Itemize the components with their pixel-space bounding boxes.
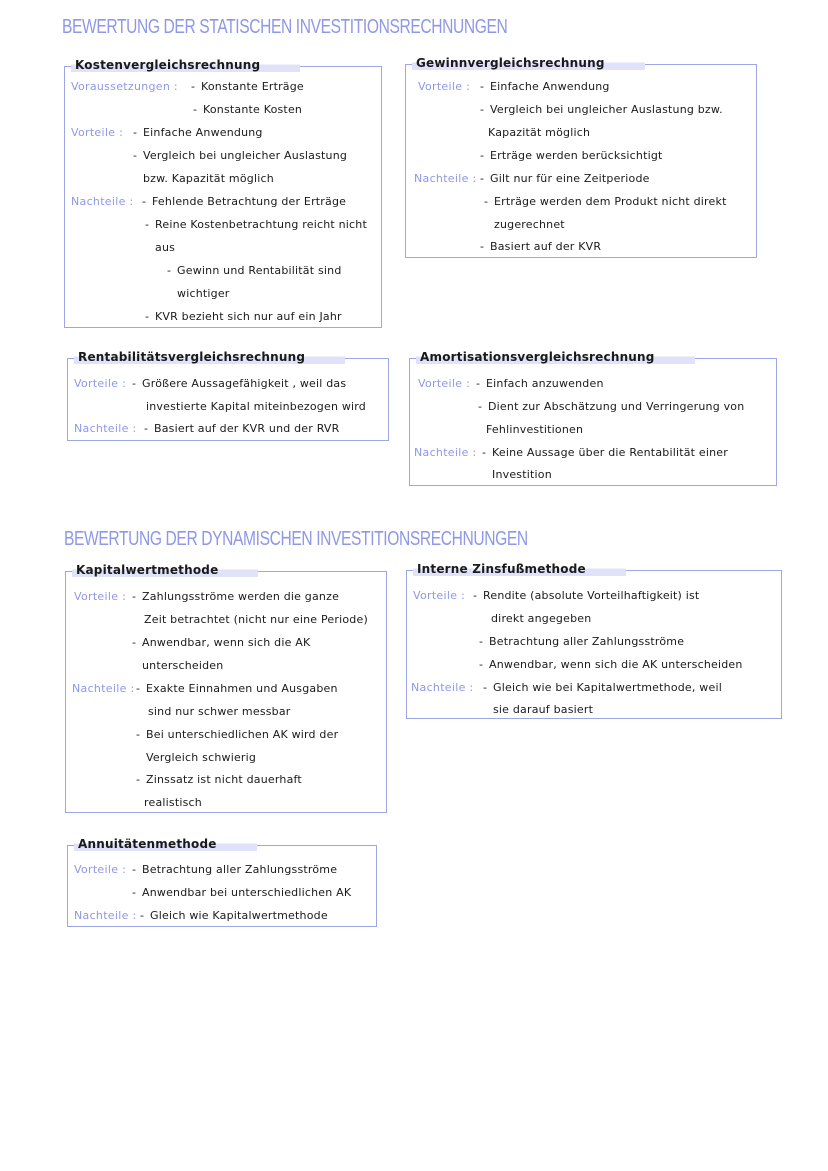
vorteile-label: Vorteile : xyxy=(74,863,127,876)
vorteile-label: Vorteile : xyxy=(74,590,127,603)
list-item-continuation: unterscheiden xyxy=(142,659,224,672)
list-item: - Betrachtung aller Zahlungsströme xyxy=(132,863,338,876)
list-item: - Einfache Anwendung xyxy=(133,126,263,139)
nachteile-label: Nachteile : xyxy=(74,909,137,922)
nachteile-label: Nachteile : xyxy=(414,172,477,185)
list-item: - Gewinn und Rentabilität sind xyxy=(167,264,342,277)
nachteile-label: Nachteile : xyxy=(72,682,135,695)
list-item: - Basiert auf der KVR und der RVR xyxy=(144,422,340,435)
nachteile-label: Nachteile : xyxy=(74,422,137,435)
list-item: - Keine Aussage über die Rentabilität einer xyxy=(482,446,728,459)
list-item-continuation: bzw. Kapazität möglich xyxy=(143,172,274,185)
list-item: - Vergleich bei ungleicher Auslastung xyxy=(133,149,348,162)
kapitalwertmethode-title: Kapitalwertmethode xyxy=(72,563,258,577)
vorteile-label: Vorteile : xyxy=(71,126,124,139)
list-item-continuation: Vergleich schwierig xyxy=(146,751,257,764)
list-item: - Gleich wie Kapitalwertmethode xyxy=(140,909,328,922)
list-item: - Erträge werden berücksichtigt xyxy=(480,149,663,162)
list-item: - Gilt nur für eine Zeitperiode xyxy=(480,172,650,185)
vorteile-label: Vorteile : xyxy=(418,80,471,93)
kostenvergleich-title: Kostenvergleichsrechnung xyxy=(71,58,300,72)
vorteile-label: Vorteile : xyxy=(413,589,466,602)
list-item-continuation: Zeit betrachtet (nicht nur eine Periode) xyxy=(144,613,368,626)
vorteile-label: Vorteile : xyxy=(74,377,127,390)
amortisationsvergleich-box xyxy=(409,350,777,486)
list-item: - Größere Aussagefähigkeit , weil das xyxy=(132,377,347,390)
list-item-continuation: investierte Kapital miteinbezogen wird xyxy=(146,400,366,413)
list-item: - Basiert auf der KVR xyxy=(480,240,602,253)
list-item: - Anwendbar bei unterschiedlichen AK xyxy=(132,886,352,899)
amortisationsvergleich-title: Amortisationsvergleichsrechnung xyxy=(416,350,695,364)
static-section-heading: BEWERTUNG DER STATISCHEN INVESTITIONSRECHNUNGEN xyxy=(62,16,508,38)
list-item: - Bei unterschiedlichen AK wird der xyxy=(136,728,339,741)
interne-zinsfussmethode-box xyxy=(406,562,782,719)
vorteile-label: Vorteile : xyxy=(418,377,471,390)
rentabilitaetsvergleich-title: Rentabilitätsvergleichsrechnung xyxy=(74,350,345,364)
list-item: - KVR bezieht sich nur auf ein Jahr xyxy=(145,310,342,323)
list-item: - Konstante Kosten xyxy=(193,103,303,116)
nachteile-label: Nachteile : xyxy=(411,681,474,694)
nachteile-label: Nachteile : xyxy=(71,195,134,208)
dynamic-section-heading: BEWERTUNG DER DYNAMISCHEN INVESTITIONSRECHNUNGEN xyxy=(64,528,528,550)
list-item-continuation: wichtiger xyxy=(177,287,230,300)
gewinnvergleich-box xyxy=(405,56,757,258)
annuitaetenmethode-box xyxy=(67,837,377,927)
list-item: - Gleich wie bei Kapitalwertmethode, weil xyxy=(483,681,722,694)
list-item: - Zinssatz ist nicht dauerhaft xyxy=(136,773,302,786)
list-item: - Einfache Anwendung xyxy=(480,80,610,93)
list-item-continuation: zugerechnet xyxy=(494,218,565,231)
list-item: - Fehlende Betrachtung der Erträge xyxy=(142,195,347,208)
gewinnvergleich-title: Gewinnvergleichsrechnung xyxy=(412,56,645,70)
interne-zinsfussmethode-title: Interne Zinsfußmethode xyxy=(413,562,626,576)
list-item-continuation: Fehlinvestitionen xyxy=(486,423,584,436)
list-item: - Dient zur Abschätzung und Verringerung von xyxy=(478,400,745,413)
list-item-continuation: sind nur schwer messbar xyxy=(148,705,291,718)
list-item-continuation: Investition xyxy=(492,468,552,481)
rentabilitaetsvergleich-box xyxy=(67,350,389,441)
voraussetzungen-label: Voraussetzungen : xyxy=(71,80,178,93)
list-item: - Rendite (absolute Vorteilhaftigkeit) ist xyxy=(473,589,700,602)
list-item: - Anwendbar, wenn sich die AK xyxy=(132,636,311,649)
list-item: - Anwendbar, wenn sich die AK unterscheiden xyxy=(479,658,743,671)
list-item: - Zahlungsströme werden die ganze xyxy=(132,590,340,603)
list-item: - Reine Kostenbetrachtung reicht nicht xyxy=(145,218,367,231)
list-item-continuation: aus xyxy=(155,241,176,254)
annuitaetenmethode-title: Annuitätenmethode xyxy=(74,837,257,851)
list-item-continuation: Kapazität möglich xyxy=(488,126,591,139)
kapitalwertmethode-box xyxy=(65,563,387,813)
list-item: - Erträge werden dem Produkt nicht direkt xyxy=(484,195,727,208)
list-item-continuation: sie darauf basiert xyxy=(493,703,594,716)
list-item-continuation: direkt angegeben xyxy=(491,612,592,625)
list-item: - Vergleich bei ungleicher Auslastung bzw. xyxy=(480,103,723,116)
nachteile-label: Nachteile : xyxy=(414,446,477,459)
list-item: - Einfach anzuwenden xyxy=(476,377,604,390)
list-item: - Exakte Einnahmen und Ausgaben xyxy=(136,682,338,695)
list-item-continuation: realistisch xyxy=(144,796,202,809)
list-item: - Konstante Erträge xyxy=(191,80,304,93)
list-item: - Betrachtung aller Zahlungsströme xyxy=(479,635,685,648)
kostenvergleich-box xyxy=(64,58,382,328)
